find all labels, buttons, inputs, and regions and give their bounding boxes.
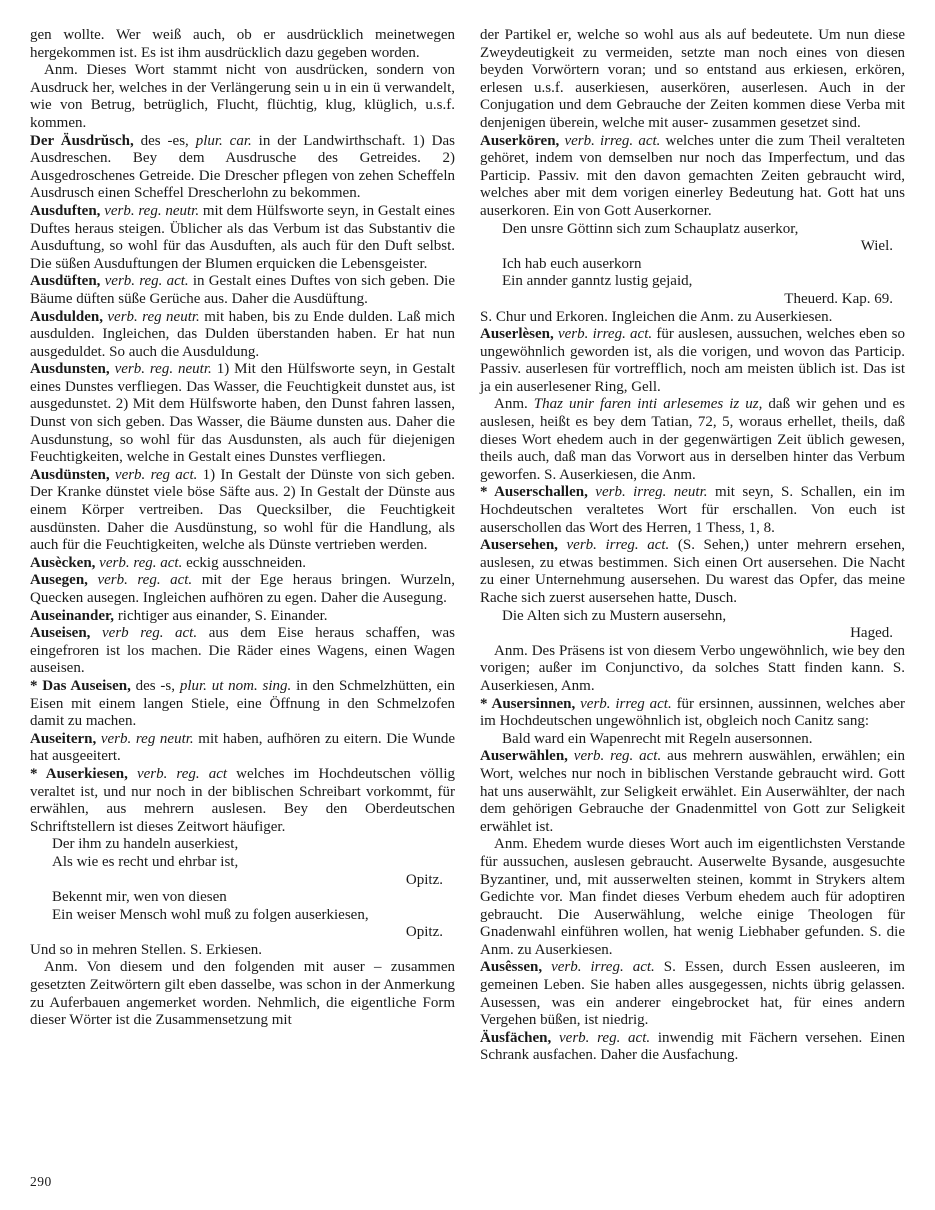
body-text: in Gestalt eines Duftes von sich geben. Die Bäume düften süße Gerüche aus. Daher die Ausdüftung. [30,273,456,307]
citation-attribution [480,238,905,256]
body-text: Opitz. [405,924,443,941]
body-text: (S. Sehen,) unter mehrern ersehen, auslesen, zu etwas bestimmen. Sich einen Ort ausersehen. Die Nacht zu einer Unternehmung ausersehen. Du warest das Opfer, das meine Rache sich zuerst ausersehen hatte, Dusch. [480,537,906,606]
paragraph-continuation [480,27,905,133]
grammar-label: verb. irreg act. [580,695,677,712]
citation-attribution [30,924,455,942]
verse-line [480,273,905,291]
body-text: welches im Hochdeutschen völlig veraltet ist, und nur noch in der biblischen Schreibart vorkommt, für erwählen, aus mehrern auslesen. Bey den Oberdeutschen Schriftstellern ist dieses Zeitwort häufiger. [30,765,455,835]
dictionary-entry [30,467,455,555]
body-text: Anm. Von diesem und den folgenden mit auser – zusammen gesetzten Zeitwörtern gilt eben dasselbe, was schon in der Anmerkung zu Auferbauen angemerket worden. Nehmlich, die eigentliche Form dieser Wörter ist die Zusammensetzung mit [30,959,455,1029]
grammar-label: verb. reg. act. [99,554,187,571]
dictionary-entry [30,555,455,573]
headword: Auserlèsen, [480,326,558,343]
body-text: Ich hab euch auserkorn [502,255,642,272]
headword: Auseitern, [30,730,101,747]
body-text: aus dem Eise heraus schaffen, was eingefroren ist los machen. Die Räder eines Wagens, einen Wagen auseisen. [30,625,455,677]
dictionary-entry [30,572,455,607]
dictionary-entry [30,133,455,203]
body-text: mit haben, bis zu Ende dulden. Laß mich ausdulden. Ingleichen, das Dulden überstanden haben. Er hat nun ausgeduldet. So auch die Ausduldung. [30,308,455,360]
verse-line [480,608,905,626]
headword: Ausdunsten, [30,361,115,378]
body-text: Als wie es recht und ehrbar ist, [52,853,239,870]
dictionary-entry [480,326,905,396]
body-text: 1) In Gestalt der Dünste von sich geben. Der Kranke dünstet viele böse Säfte aus. 2) In Gestalt der Dünste aus einem Körper vertreiben. Das Quecksilber, die Feuchtigkeit ausdünsten. Daher die Ausdünstung, so wohl für die Handlung, als auch für die Feuchtigkeiten, welche als Dünste vertrieben werden. [30,466,455,554]
body-text: des -es, [140,132,196,149]
body-text: aus mehrern auswählen, erwählen; ein Wort, welches nur noch in biblischen Verstande gebraucht wird. Gott hat uns auserwählt, zur Seligkeit erwählet. Ein Auserwählter, der nach dem gehörigen Gebrauche der Gnadenmittel von Gott zur Seligkeit erwählet ist. [480,748,906,835]
verse-line [30,889,455,907]
dictionary-entry [30,309,455,362]
annotation-paragraph [480,396,905,484]
body-text: Die Alten sich zu Mustern ausersehn, [502,607,727,624]
citation-attribution [480,291,905,309]
grammar-label: verb. irreg. act. [566,537,678,554]
body-text: gen wollte. Wer weiß auch, ob er ausdrücklich meinetwegen hergekommen ist. Es ist ihm ausdrücklich dazu gegeben worden. [30,27,455,61]
dictionary-entry [30,273,455,308]
headword: Ausdüften, [30,273,105,290]
headword: Auserkören, [480,132,565,149]
annotation-paragraph [30,62,455,132]
headword: Auserwählen, [480,748,574,765]
body-text: Theuerd. Kap. 69. [784,290,893,307]
body-text: daß wir gehen und es auslesen, heißt es bey dem Tatian, 72, 5, woraus erhellet, theils, daß dieses Wort ehedem auch in der gegenwärtigen Zeit üblich gewesen, theils auch, daß man das Vorwort aus in derselben hinter das Verbum geworfen. S. Auserkiesen, die Anm. [480,396,906,483]
body-text: des -s, [135,677,180,694]
grammar-label: plur. ut nom. sing. [179,677,297,694]
headword: Ausêssen, [480,959,552,976]
headword: Ausersehen, [480,537,567,554]
grammar-label: verb. irreg. act. [564,132,666,149]
verse-line [30,836,455,854]
body-text: Opitz. [405,871,443,888]
headword: Der Äusdrŭsch, [30,132,141,149]
headword: Ausegen, [30,572,98,589]
dictionary-entry [480,133,905,221]
headword: Ausècken, [30,554,100,571]
body-text: Bald ward ein Wapenrecht mit Regeln ausersonnen. [502,730,813,747]
dictionary-entry [30,203,455,273]
body-text: mit dem Hülfsworte seyn, in Gestalt eines Duftes heraus steigen. Üblicher als das Verbum ist das Substantiv die Ausduftung, so wohl für das Ausduften, als auch für den Duft selbst. Die süßen Ausduftungen der Blumen erquicken die Lebensgeister. [30,202,456,272]
headword: * Ausersinnen, [480,695,581,712]
body-text: Bekennt mir, wen von diesen [52,889,227,906]
grammar-label: verb. reg. act [136,765,237,782]
body-text: in der Landwirthschaft. 1) Das Ausdreschen. Bey dem Ausdrusche des Getreides. 2) Ausgedroschenes Getreide. Die Drescher pflegen von zehen Scheffeln Ausdrusch einen Scheffel Drescherlohn zu bekommen. [30,132,455,202]
body-text: inwendig mit Fächern versehen. Einen Schrank ausfachen. Daher die Ausfachung. [480,1029,905,1064]
body-text: Und so in mehren Stellen. S. Erkiesen. [30,941,263,958]
left-column [30,27,455,1065]
headword: Auseinander, [30,607,118,624]
dictionary-entry [30,678,455,731]
headword: Ausdulden, [30,308,108,325]
body-text: eckig ausschneiden. [186,554,307,571]
body-text: Den unsre Göttinn sich zum Schauplatz auserkor, [502,220,799,237]
body-text: für ersinnen, aussinnen, welches aber im Hochdeutschen ungewöhnlich ist, obgleich noch Canitz sang: [480,695,905,730]
body-text: Anm. Ehedem wurde dieses Wort auch im eigentlichsten Verstande für aussuchen, auslesen gebraucht. Auserwelte Bysande, ausgesuchte Byzantiner, und, mit ausserwelten steinen, kommt in Strykers altem Gedichte vor. Man findet dieses Verbum ehedem auch für adoptiren gebraucht. Die Auserwählung, welche einige Theologen für Gnadenwahl einführen wollen, hat wenig Liebhaber gefunden. S. die Anm. zu Auserkiesen. [480,836,905,958]
body-text: Ein annder ganntz lustig gejaid, [502,273,693,290]
grammar-label: verb. reg. neutr. [114,361,217,378]
body-text: S. Chur und Erkoren. Ingleichen die Anm. zu Auserkiesen. [480,308,833,325]
body-text: 1) Mit den Hülfsworte seyn, in Gestalt eines Dunstes verfliegen. Das Wasser, die Feuchtigkeit dunstet aus, ist ausgedunstet. 2) Mit dem Hülfsworte haben, den Dunst fahren lassen, Dunst von sich geben. Das Wasser, die Bäume dunsten aus. Daher die Ausdunstung, so wohl für das Ausdunsten, als auch für diejenigen Feuchtigkeiten, welche in Gestalt eines Dunstes verfliegen. [30,361,456,466]
body-text: Anm. Dieses Wort stammt nicht von ausdrücken, sondern von Ausdruck her, welches in der Verlängerung sein u in ein ü verwandelt, wie von Betrug, betrüglich, Flucht, flüchtig, klug, klüglich, u.s.f. kommen. [30,62,455,131]
citation-attribution [30,872,455,890]
body-text: Wiel. [860,238,893,255]
grammar-label: verb. reg act. [114,466,203,483]
dictionary-entry [480,537,905,607]
dictionary-entry [30,361,455,467]
verse-line [30,907,455,925]
dictionary-entry [480,484,905,537]
body-text: der Partikel er, welche so wohl aus als auf bedeutete. Um nun diese Zweydeutigkeit zu vermeiden, setzte man noch eines von diesen beyden Vorwörtern voran; und so entstand aus erkiesen, erkören, erlesen u.s.f. auserkiesen, auserkören, auserlesen. Auch in der Conjugation und dem Gebrauche der Zeiten kommen diese Verba mit denjenigen überein, welche mit auser- zusammen gesetzet sind. [480,27,905,131]
verse-line [480,256,905,274]
annotation-paragraph [480,643,905,696]
body-text: mit haben, aufhören zu eitern. Die Wunde hat ausgeeitert. [30,730,456,765]
body-text: Der ihm zu handeln auserkiest, [52,836,239,853]
grammar-label: verb. reg. neutr. [104,202,203,219]
dictionary-entry [480,1030,905,1065]
grammar-label: Thaz unir faren inti arlesemes iz uz, [533,396,769,413]
dictionary-entry [480,696,905,731]
headword: * Auserschallen, [480,484,596,501]
grammar-label: verb. irreg. act. [551,959,664,976]
headword: Auseisen, [30,625,103,642]
headword: Äusfächen, [480,1029,559,1046]
headword: Ausduften, [30,202,105,219]
right-column [480,27,905,1065]
headword: * Das Auseisen, [30,677,136,694]
grammar-label: verb. reg neutr. [107,308,205,325]
dictionary-entry [30,625,455,678]
verse-line [480,221,905,239]
paragraph-continuation [480,309,905,327]
annotation-paragraph [480,836,905,959]
text-columns [30,27,905,1065]
body-text: für auslesen, aussuchen, welches eben so ungewöhnlich geworden ist, als die vorigen, und wovon das Particip. Passiv. auserlesen für vortrefflich, noch am meisten üblich ist. Das ist ja ein auserlesener Ring, Gell. [480,326,905,395]
dictionary-entry [480,748,905,836]
paragraph-continuation [30,27,455,62]
verse-line [30,854,455,872]
grammar-label: verb. reg neutr. [100,730,199,747]
headword: Ausdünsten, [30,466,115,483]
body-text: in den Schmelzhütten, ein Eisen mit einem langen Stiele, eine Öffnung in den Schmelzofen damit zu machen. [30,677,455,730]
body-text: mit seyn, S. Schallen, ein im Hochdeutschen veraltetes Wort für erschallen. Von euch ist auserschollen das Wort des Herren, 1 Thess, 1, 8. [480,484,905,536]
page-number: 290 [30,1174,52,1189]
grammar-label: verb reg. act. [102,625,209,642]
body-text: S. Essen, durch Essen ausleeren, im gemeinen Leben. Sie haben alles ausgegessen, nichts übrig gelassen. Ausessen, was ein anderer eingebrocket hat, für eines andern Vergehen büßen, ist niedrig. [480,959,906,1029]
body-text: mit der Ege heraus bringen. Wurzeln, Quecken ausegen. Ingleichen aufhören zu egen. Daher die Ausegung. [30,572,455,606]
body-text: Ein weiser Mensch wohl muß zu folgen auserkiesen, [52,906,369,923]
dictionary-entry [30,766,455,836]
body-text: Anm. [494,396,534,413]
grammar-label: verb. reg. act. [559,1029,658,1046]
body-text: Anm. Des Präsens ist von diesem Verbo ungewöhnlich, wie bey den vorigen; außer im Conjunctivo, da solches Statt finden kann. S. Auserkiesen, Anm. [480,642,905,694]
dictionary-entry [30,731,455,766]
body-text: richtiger aus einander, S. Einander. [117,607,328,624]
grammar-label: plur. car. [195,132,259,149]
body-text: Haged. [850,625,893,642]
body-text: welches unter die zum Theil veralteten gehöret, indem von demselben nur noch das Imperfectum, und das Particip. Passiv. mit den davon gemachten Zeiten gebraucht wird, welches aber mit dem vorigen einerley Bedeutung hat. Gott hat uns auserkoren. Ein von Gott Auserkorner. [480,132,906,219]
grammar-label: verb. reg. act. [104,273,193,290]
citation-attribution [480,625,905,643]
dictionary-entry [480,959,905,1029]
dictionary-entry [30,608,455,626]
headword: * Auserkiesen, [30,765,137,782]
grammar-label: verb. reg. act. [573,748,668,765]
verse-line [480,731,905,749]
grammar-label: verb. irreg. neutr. [595,484,715,501]
grammar-label: verb. reg. act. [97,572,202,589]
annotation-paragraph [30,959,455,1029]
paragraph-continuation [30,942,455,960]
grammar-label: verb. irreg. act. [557,326,657,343]
